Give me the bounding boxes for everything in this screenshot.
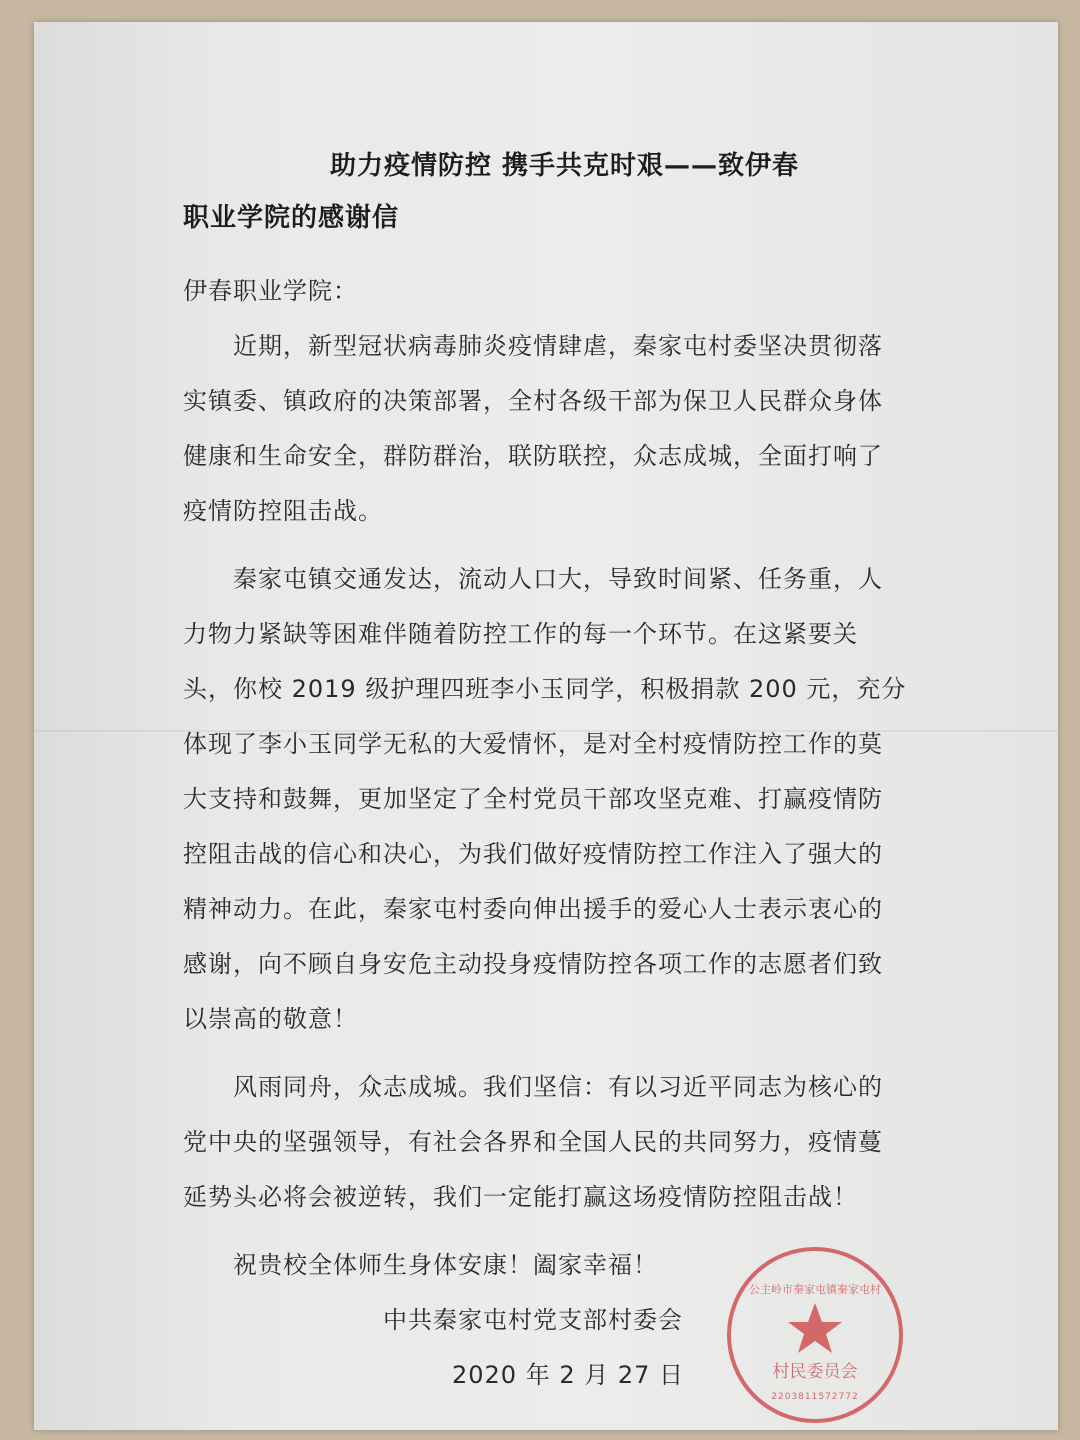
paragraph-2-line: 秦家屯镇交通发达，流动人口大，导致时间紧、任务重，人: [183, 565, 883, 593]
closing: 祝贵校全体师生身体安康！阖家幸福！: [183, 1251, 658, 1279]
letter-body: [183, 319, 943, 1238]
paragraph-gap: [183, 539, 943, 552]
paragraph-2-line: 控阻击战的信心和决心，为我们做好疫情防控工作注入了强大的: [183, 840, 883, 868]
paragraph-gap: [183, 1047, 943, 1060]
paragraph-1-line: 疫情防控阻击战。: [183, 497, 383, 525]
seal-outer-text: 公主岭市秦家屯镇秦家屯村: [749, 1283, 881, 1296]
signature: 中共秦家屯村党支部村委会: [383, 1306, 683, 1334]
spacer: [183, 244, 943, 264]
seal-code-text: 2203811572772: [771, 1392, 859, 1402]
paragraph-2-line: 以崇高的敬意！: [183, 1005, 358, 1033]
official-seal: [725, 1245, 905, 1425]
paragraph-1-line: 健康和生命安全，群防群治，联防联控，众志成城，全面打响了: [183, 442, 883, 470]
title-line-2: 职业学院的感谢信: [183, 203, 400, 233]
paragraph-3-line: 党中央的坚强领导，有社会各界和全国人民的共同努力，疫情蔓: [183, 1128, 883, 1156]
salutation: 伊春职业学院：: [183, 277, 358, 305]
paragraph-1-line: 实镇委、镇政府的决策部署，全村各级干部为保卫人民群众身体: [183, 387, 883, 415]
paragraph-3-line: 风雨同舟，众志成城。我们坚信：有以习近平同志为核心的: [183, 1073, 883, 1101]
paragraph-2-line: 体现了李小玉同学无私的大爱情怀，是对全村疫情防控工作的莫: [183, 730, 883, 758]
seal-star-icon: [788, 1303, 842, 1353]
paragraph-2-line: 力物力紧缺等困难伴随着防控工作的每一个环节。在这紧要关: [183, 620, 858, 648]
paragraph-2-line: 大支持和鼓舞，更加坚定了全村党员干部攻坚克难、打赢疫情防: [183, 785, 883, 813]
paragraph-3-line: 延势头必将会被逆转，我们一定能打赢这场疫情防控阻击战！: [183, 1183, 858, 1211]
letter: [183, 140, 943, 1403]
paragraph-1-line: 近期，新型冠状病毒肺炎疫情肆虐，秦家屯村委坚决贯彻落: [183, 332, 883, 360]
title-line-1: 助力疫情防控 携手共克时艰——致伊春: [330, 151, 800, 181]
paragraph-gap: [183, 1225, 943, 1238]
paragraph-2-line: 精神动力。在此，秦家屯村委向伸出援手的爱心人士表示衷心的: [183, 895, 883, 923]
date: 2020 年 2 月 27 日: [452, 1361, 685, 1389]
paragraph-2-line: 感谢，向不顾自身安危主动投身疫情防控各项工作的志愿者们致: [183, 950, 883, 978]
paragraph-2-line: 头，你校 2019 级护理四班李小玉同学，积极捐款 200 元，充分: [183, 675, 907, 703]
seal-inner-text: 村民委员会: [772, 1362, 858, 1382]
